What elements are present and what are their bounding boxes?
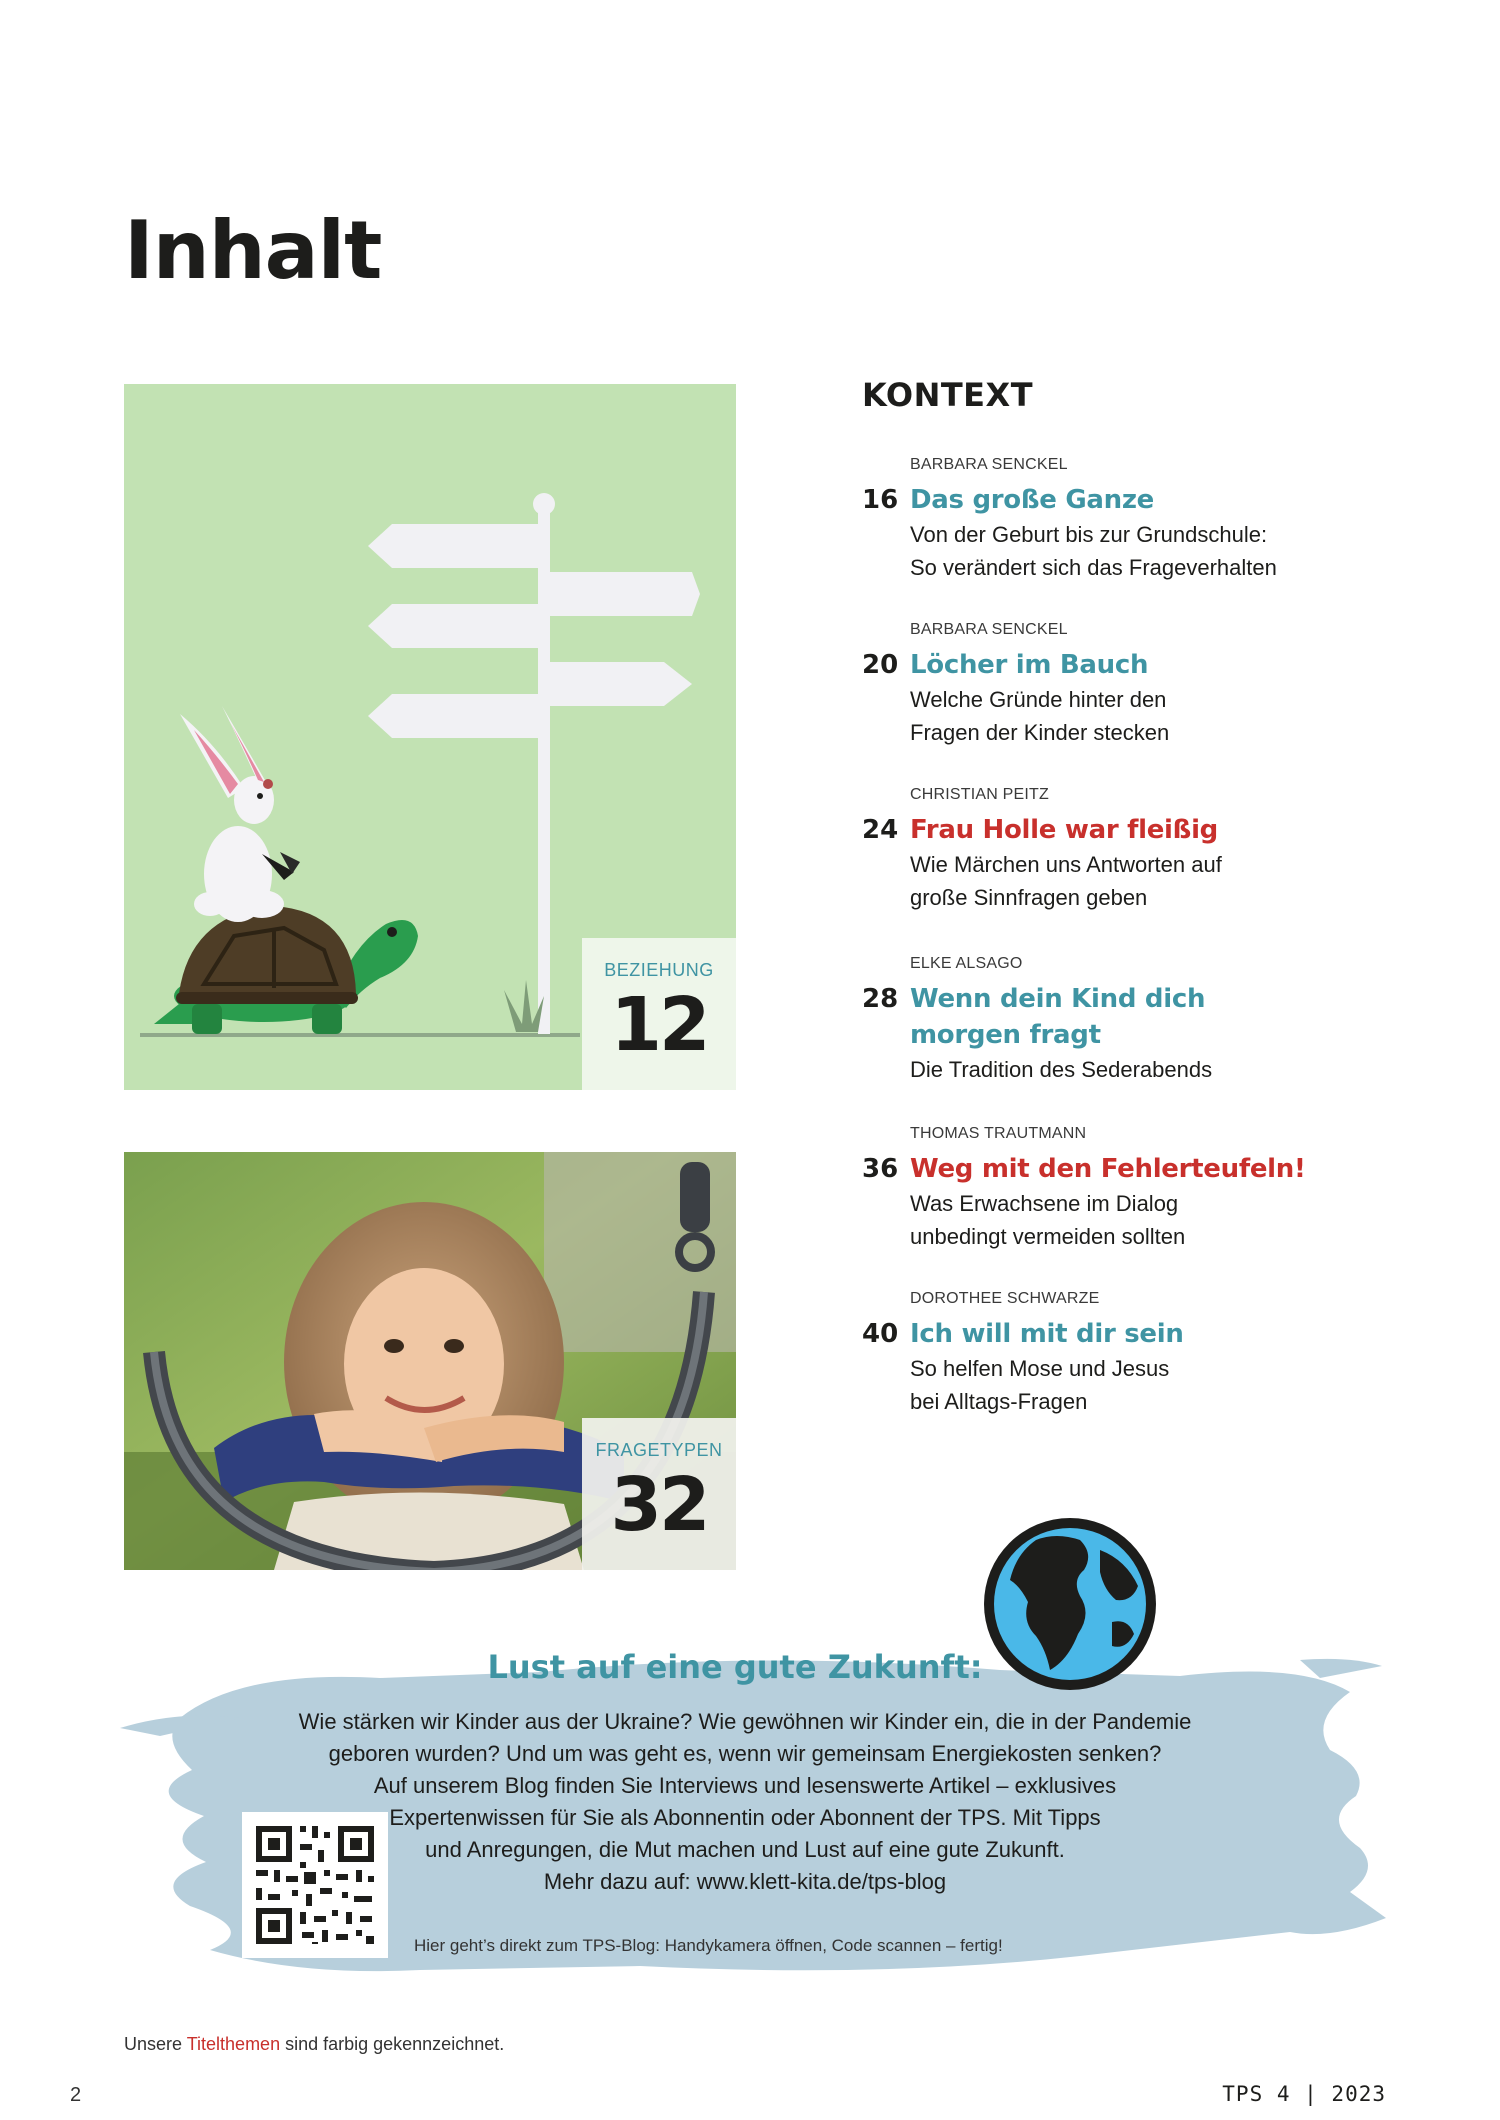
- page-title: Inhalt: [124, 204, 382, 297]
- entry-author: THOMAS TRAUTMANN: [910, 1125, 1087, 1142]
- toc-entry[interactable]: [862, 621, 1422, 749]
- entry-headline-line[interactable]: Wenn dein Kind dich: [910, 984, 1206, 1014]
- toc-entry[interactable]: [862, 786, 1422, 914]
- entry-headline[interactable]: Ich will mit dir sein: [910, 1319, 1184, 1349]
- entry-subtitle-line: So helfen Mose und Jesus: [910, 1356, 1170, 1381]
- entry-author: ELKE ALSAGO: [910, 955, 1023, 972]
- entry-author: BARBARA SENCKEL: [910, 621, 1068, 638]
- topic-tag-label: BEZIEHUNG: [604, 960, 714, 980]
- promo-text-line: Auf unserem Blog finden Sie Interviews und lesenswerte Artikel – exklusives: [373, 1773, 1117, 1798]
- entry-subtitle-line: Die Tradition des Sederabends: [910, 1057, 1213, 1082]
- promo-blog-link[interactable]: Mehr dazu auf: www.klett-kita.de/tps-blog: [543, 1869, 947, 1894]
- entry-subtitle-line: Fragen der Kinder stecken: [910, 720, 1170, 745]
- entry-page-number: 20: [862, 650, 899, 680]
- qr-code-graphic: [242, 1812, 388, 1958]
- toc-entry[interactable]: [862, 955, 1422, 1086]
- title-topic-legend: [124, 2034, 504, 2055]
- entry-headline-line[interactable]: morgen fragt: [910, 1020, 1101, 1050]
- entry-headline[interactable]: Löcher im Bauch: [910, 650, 1149, 680]
- entry-subtitle-line: Von der Geburt bis zur Grundschule:: [910, 522, 1268, 547]
- topic-tag-page-number: 12: [610, 982, 708, 1068]
- promo-text-line: und Anregungen, die Mut machen und Lust auf eine gute Zukunft.: [425, 1837, 1065, 1862]
- entry-page-number: 28: [862, 984, 899, 1014]
- entry-author: DOROTHEE SCHWARZE: [910, 1290, 1100, 1307]
- topic-tag-page-number: 32: [610, 1462, 708, 1548]
- promo-title: Lust auf eine gute Zukunft:: [487, 1648, 983, 1686]
- toc-entry[interactable]: [862, 1125, 1422, 1253]
- entry-subtitle-line: Wie Märchen uns Antworten auf: [910, 852, 1222, 877]
- topic-tag-beziehung: [582, 938, 736, 1090]
- section-heading-kontext: KONTEXT: [862, 376, 1034, 414]
- legend-text: sind farbig gekennzeichnet.: [280, 2034, 505, 2054]
- legend-accent-word: Titelthemen: [186, 2034, 281, 2054]
- legend-text: Unsere: [124, 2034, 187, 2054]
- entry-page-number: 16: [862, 485, 899, 515]
- promo-text-line: Expertenwissen für Sie als Abonnentin oder Abonnent der TPS. Mit Tipps: [389, 1805, 1101, 1830]
- toc-entry[interactable]: [862, 456, 1422, 584]
- entry-author: BARBARA SENCKEL: [910, 456, 1068, 473]
- qr-caption: Hier geht’s direkt zum TPS-Blog: Handykamera öffnen, Code scannen – fertig!: [414, 1936, 1003, 1955]
- blog-promo: [120, 1510, 1410, 2000]
- entry-page-number: 40: [862, 1319, 899, 1349]
- entry-subtitle-line: So verändert sich das Frageverhalten: [910, 555, 1277, 580]
- entry-headline-title-topic[interactable]: Weg mit den Fehlerteufeln!: [910, 1154, 1306, 1184]
- entry-subtitle-line: Was Erwachsene im Dialog: [910, 1191, 1179, 1216]
- entry-subtitle-line: Welche Gründe hinter den: [910, 687, 1167, 712]
- topic-tag-label: FRAGETYPEN: [595, 1440, 723, 1460]
- photo-panel-fragetypen[interactable]: [124, 1152, 736, 1570]
- promo-text-line: geboren wurden? Und um was geht es, wenn wir gemeinsam Energiekosten senken?: [328, 1741, 1162, 1766]
- entry-subtitle-line: bei Alltags-Fragen: [910, 1389, 1088, 1414]
- entry-headline-title-topic[interactable]: Frau Holle war fleißig: [910, 815, 1218, 845]
- qr-code-icon[interactable]: [242, 1812, 388, 1958]
- entry-subtitle-line: große Sinnfragen geben: [910, 885, 1148, 910]
- entry-author: CHRISTIAN PEITZ: [910, 786, 1050, 803]
- illustration-panel-beziehung[interactable]: [124, 384, 736, 1090]
- promo-text-line: Wie stärken wir Kinder aus der Ukraine? Wie gewöhnen wir Kinder ein, die in der Pandemie: [298, 1709, 1192, 1734]
- toc-entry[interactable]: [862, 1290, 1422, 1418]
- entry-page-number: 36: [862, 1154, 899, 1184]
- issue-label: TPS 4 | 2023: [1222, 2082, 1386, 2106]
- entry-headline[interactable]: Das große Ganze: [910, 485, 1154, 515]
- entry-subtitle-line: unbedingt vermeiden sollten: [910, 1224, 1186, 1249]
- page-number: 2: [70, 2084, 82, 2106]
- entry-page-number: 24: [862, 815, 899, 845]
